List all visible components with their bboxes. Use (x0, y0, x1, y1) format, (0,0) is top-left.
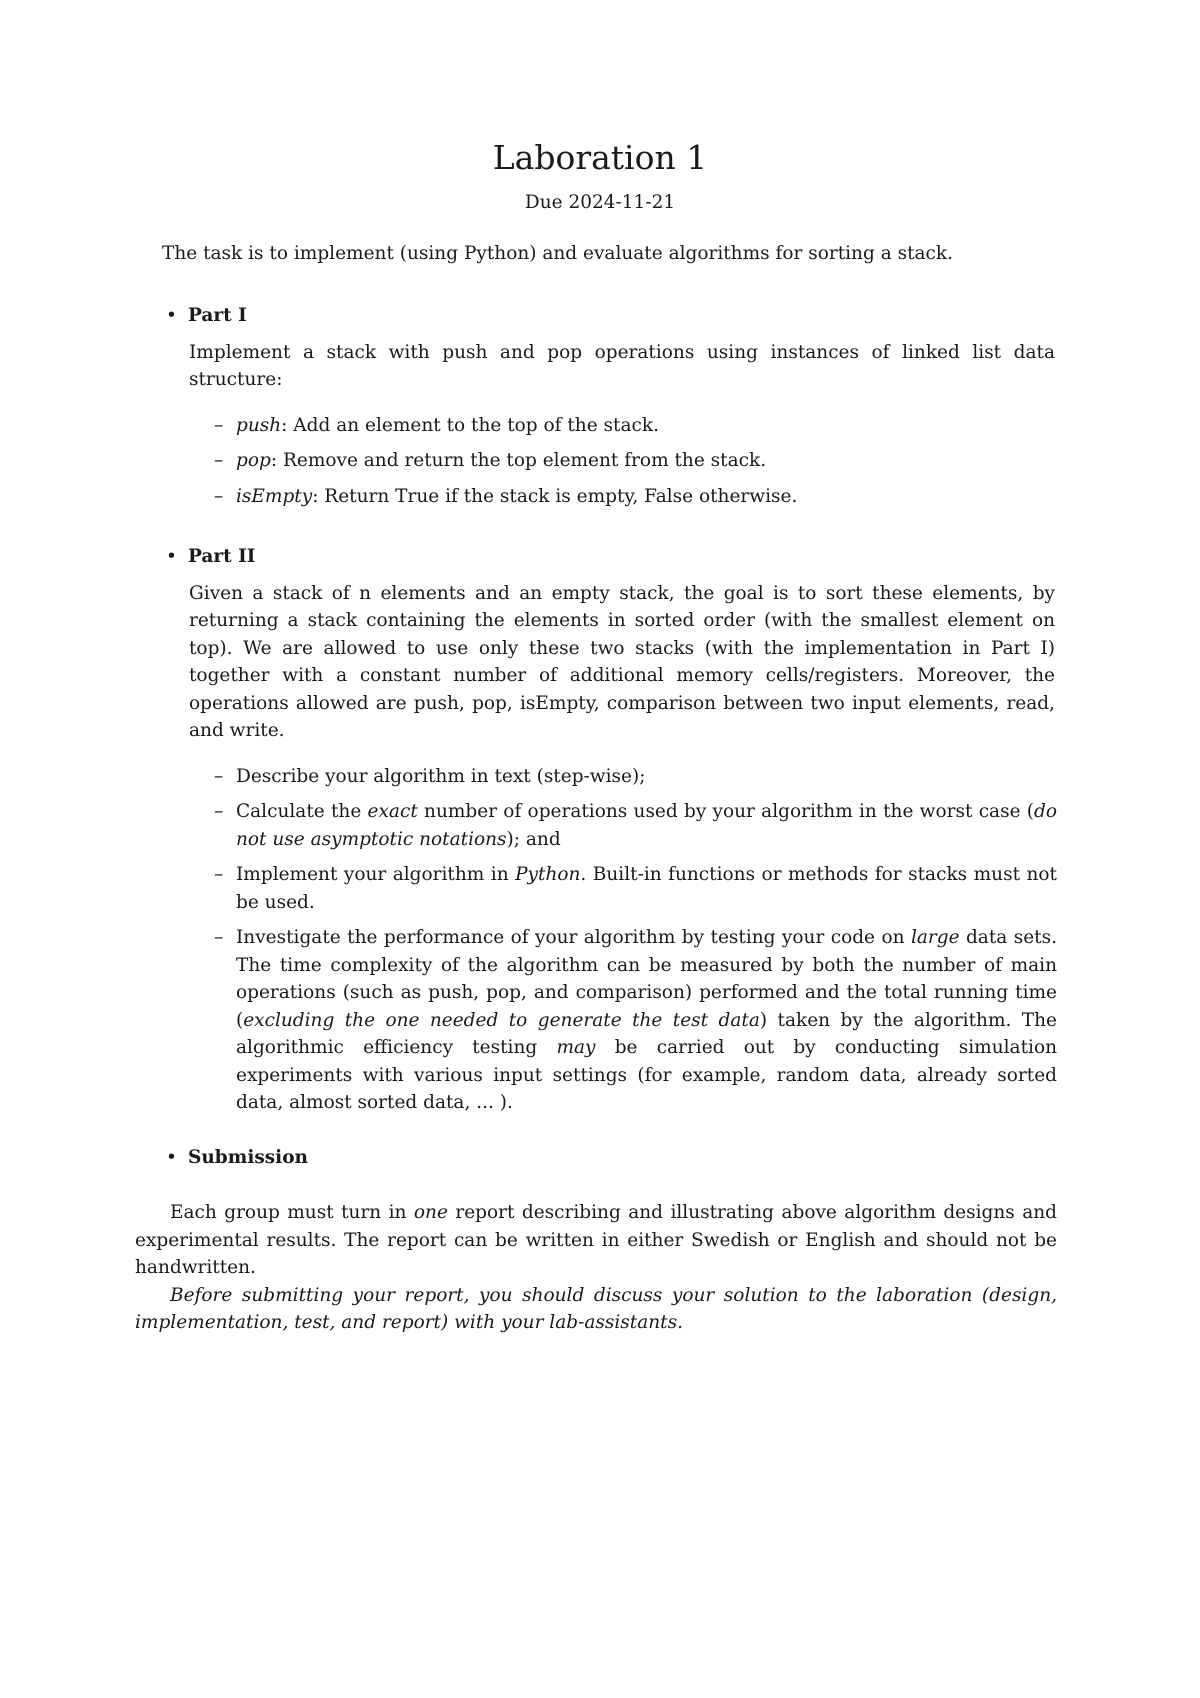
submission-section (166, 1144, 1076, 1172)
submission-body (135, 1199, 1057, 1337)
part1-description: Implement a stack with push and pop operations using instances of linked list data structure: (189, 341, 1055, 390)
dash-icon: – (214, 801, 224, 822)
due-date: Due 2024-11-21 (524, 192, 676, 213)
list-item (214, 861, 1057, 916)
part1-heading (166, 302, 1076, 330)
list-item (214, 483, 1057, 511)
submission-emphasis: one (413, 1202, 448, 1223)
list-item (214, 447, 1057, 475)
item-investigate-emphasis: excluding the one needed to generate the test data (243, 1009, 760, 1031)
item-investigate-emphasis: may (556, 1037, 596, 1058)
submission-text: report describing and illustrating above algorithm designs and experimental results. The report can be written in either Swedish or English and should not be handwritten. (135, 1202, 1058, 1278)
submission-heading (166, 1144, 1076, 1172)
item-investigate-text: ) taken by the algorithm. The algorithmic efficiency testing (236, 1009, 1057, 1058)
list-item (214, 924, 1057, 1117)
item-calc-emphasis: do not use asymptotic notations (236, 801, 1057, 850)
part2-heading (166, 543, 1076, 571)
dash-icon: – (214, 864, 224, 885)
part2-list (214, 763, 1057, 1117)
item-investigate-text: Investigate the performance of your algorithm by testing your code on (236, 927, 911, 948)
part2-description: Given a stack of n elements and an empty stack, the goal is to sort these elements, by returning a stack containing the elements in sorted order (with the smallest element on top). We are allowed to use only these two stacks (with the implementation in Part I) together with a constant number of additional memory cells/registers. Moreover, the operations allowed are push, pop, isEmpty, comparison between two input elements, read, and write. (189, 582, 1055, 741)
item-implement-text: . Built-in functions or methods for stacks must not be used. (236, 864, 1057, 913)
dash-icon: – (214, 414, 224, 436)
submission-text: Each group must turn in (170, 1202, 414, 1223)
term-push: push (236, 414, 282, 436)
dash-icon: – (214, 927, 224, 948)
bullet-icon: • (166, 305, 177, 326)
item-investigate-text: data sets. The time complexity of the algorithm can be measured by both the number of main operations (such as push, pop, and comparison) performed and the total running time ( (236, 927, 1057, 1031)
part1-list (214, 412, 1057, 511)
part2-heading-text: Part II (188, 546, 256, 567)
item-investigate-text: be carried out by conducting simulation experiments with various input settings (for example, random data, already sorted data, almost sorted data, ... ). (236, 1037, 1057, 1113)
submission-note: Before submitting your report, you should discuss your solution to the laboration (design, implementation, test, and report) with your lab-assistants. (135, 1284, 1057, 1333)
submission-paragraph (135, 1199, 1057, 1282)
part1-heading-text: Part I (188, 305, 247, 326)
item-implement-text: Implement your algorithm in (236, 864, 516, 885)
item-calc-emphasis: exact (367, 801, 418, 822)
part1-section (166, 302, 1076, 518)
term-isempty-desc: : Return True if the stack is empty, False otherwise. (312, 485, 798, 507)
item-investigate-emphasis: large (910, 927, 960, 948)
term-pop: pop (236, 450, 271, 471)
item-calc-text: Calculate the (236, 801, 368, 822)
item-implement-emphasis: Python (515, 864, 581, 885)
item-calc-text: number of operations used by your algorithm in the worst case ( (417, 801, 1035, 822)
item-calc-text: ); and (506, 828, 561, 850)
dash-icon: – (214, 450, 224, 471)
term-push-desc: : Add an element to the top of the stack. (281, 414, 659, 436)
intro-paragraph: The task is to implement (using Python) and evaluate algorithms for sorting a stack. (162, 243, 954, 264)
document-title: Laboration 1 (492, 138, 708, 177)
item-describe: Describe your algorithm in text (step-wise); (236, 765, 646, 787)
submission-heading-text: Submission (188, 1147, 308, 1168)
term-pop-desc: : Remove and return the top element from the stack. (270, 450, 767, 471)
part2-section (166, 543, 1076, 1125)
list-item (214, 798, 1057, 853)
bullet-icon: • (166, 1147, 177, 1168)
list-item (214, 763, 1057, 791)
dash-icon: – (214, 765, 224, 787)
list-item (214, 412, 1057, 440)
bullet-icon: • (166, 546, 177, 567)
term-isempty: isEmpty (236, 485, 313, 507)
dash-icon: – (214, 485, 224, 507)
